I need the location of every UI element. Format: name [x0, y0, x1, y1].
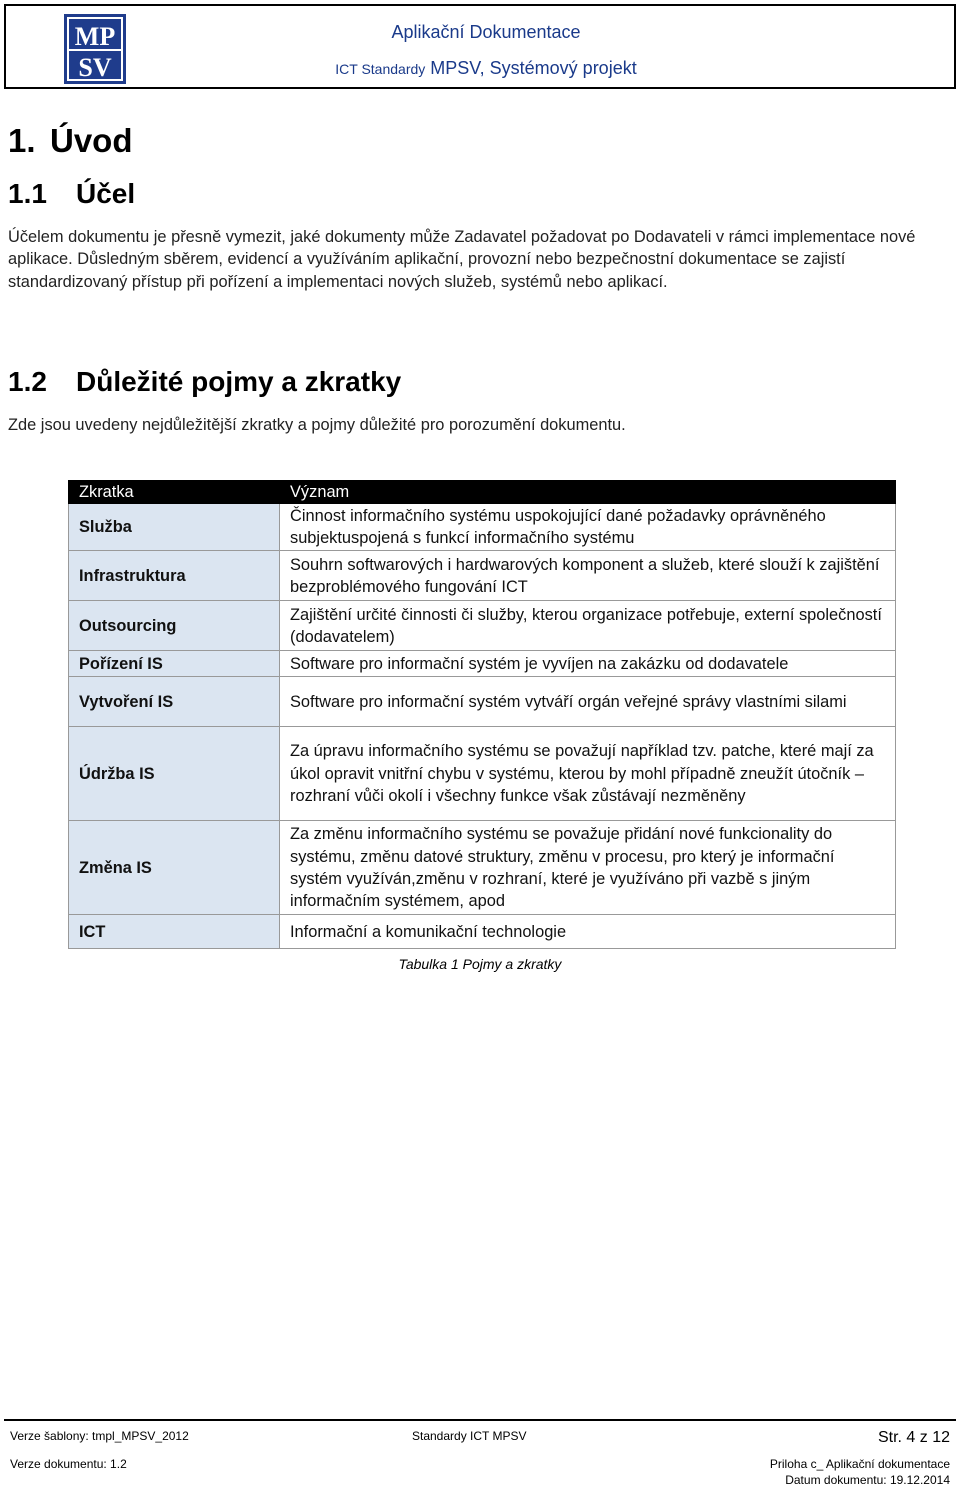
table-cell-meaning: Za úpravu informačního systému se považují například tzv. patche, které mají za úkol opravit vnitřní chybu v systému, kterou by mohl případně zneužít útočník – rozhraní vůči okolí i všechny funkce však zůstávají nezměněny	[280, 727, 896, 821]
table-cell-meaning: Informační a komunikační technologie	[280, 915, 896, 949]
table-cell-meaning: Software pro informační systém je vyvíjen na zakázku od dodavatele	[280, 651, 896, 677]
table-cell-meaning: Za změnu informačního systému se považuje přidání nové funkcionality do systému, změnu datové struktury, změnu v procesu, pro který je informační systém využíván,změnu v rozhraní, které je využíváno při vazbě s jiným informačním systémem, apod	[280, 821, 896, 915]
table-row	[69, 915, 896, 949]
heading-1-1	[8, 178, 135, 210]
table-cell-meaning: Software pro informační systém vytváří orgán veřejné správy vlastními silami	[280, 677, 896, 727]
page-header	[4, 4, 956, 89]
heading-1-2	[8, 366, 401, 398]
footer-page-number: Str. 4 z 12	[877, 1429, 950, 1446]
footer-template-version: Verze šablony: tmpl_MPSV_2012	[10, 1429, 189, 1443]
heading-1-2-title: Důležité pojmy a zkratky	[76, 366, 402, 397]
table-header-abbr: Zkratka	[69, 481, 280, 504]
table-row	[69, 504, 896, 551]
footer-date: Datum dokumentu: 19.12.2014	[785, 1473, 950, 1487]
table-cell-abbr: Outsourcing	[69, 601, 280, 651]
table-cell-meaning: Zajištění určité činnosti či služby, kterou organizace potřebuje, externí společností (dodavatelem)	[280, 601, 896, 651]
table-row	[69, 551, 896, 601]
footer-attachment: Priloha c_ Aplikační dokumentace	[769, 1457, 950, 1471]
table-header-row	[69, 481, 896, 504]
table-row	[69, 677, 896, 727]
table-cell-abbr: Služba	[69, 504, 280, 551]
header-sub-small: ICT Standardy	[335, 61, 426, 77]
table-cell-abbr: ICT	[69, 915, 280, 949]
table-cell-abbr: Pořízení IS	[69, 651, 280, 677]
table-cell-abbr: Údržba IS	[69, 727, 280, 821]
heading-1-2-number: 1.2	[8, 366, 47, 397]
table-row	[69, 727, 896, 821]
footer-standard: Standardy ICT MPSV	[412, 1429, 527, 1443]
heading-1-number: 1.	[8, 122, 36, 159]
table-cell-meaning: Souhrn softwarových i hardwarových komponent a služeb, které slouží k zajištění bezproblémového fungování ICT	[280, 551, 896, 601]
logo-text-top: MP	[74, 22, 116, 51]
footer-doc-version: Verze dokumentu: 1.2	[10, 1457, 127, 1471]
table-cell-abbr: Změna IS	[69, 821, 280, 915]
paragraph-purpose: Účelem dokumentu je přesně vymezit, jaké dokumenty může Zadavatel požadovat po Dodavateli v rámci implementace nové aplikace. Důsledným sběrem, evidencí a využíváním aplikační, provozní nebo bezpečnostní dokumentace se zajistí standardizovaný přístup při pořízení a implementaci nových služeb, systémů nebo aplikací.	[8, 228, 916, 291]
logo-text-bottom: SV	[78, 53, 112, 82]
table-header-meaning: Význam	[280, 481, 896, 504]
heading-1	[8, 122, 133, 160]
heading-1-1-title: Účel	[76, 178, 136, 209]
table-caption: Tabulka 1 Pojmy a zkratky	[398, 956, 562, 972]
table-cell-meaning: Činnost informačního systému uspokojující dané požadavky oprávněného subjektuspojená s funkcí informačního systému	[280, 504, 896, 551]
paragraph-terms-intro: Zde jsou uvedeny nejdůležitější zkratky a pojmy důležité pro porozumění dokumentu.	[8, 416, 626, 434]
table-row	[69, 821, 896, 915]
header-title: Aplikační Dokumentace	[391, 22, 581, 42]
table-cell-abbr: Infrastruktura	[69, 551, 280, 601]
table-row	[69, 651, 896, 677]
mpsv-logo	[64, 14, 126, 84]
table-row	[69, 601, 896, 651]
heading-1-title: Úvod	[50, 122, 133, 159]
header-sub-large: MPSV, Systémový projekt	[430, 58, 637, 78]
terms-table	[68, 480, 896, 949]
page-footer	[4, 1419, 956, 1487]
table-cell-abbr: Vytvoření IS	[69, 677, 280, 727]
header-subtitle	[246, 58, 726, 79]
heading-1-1-number: 1.1	[8, 178, 47, 209]
